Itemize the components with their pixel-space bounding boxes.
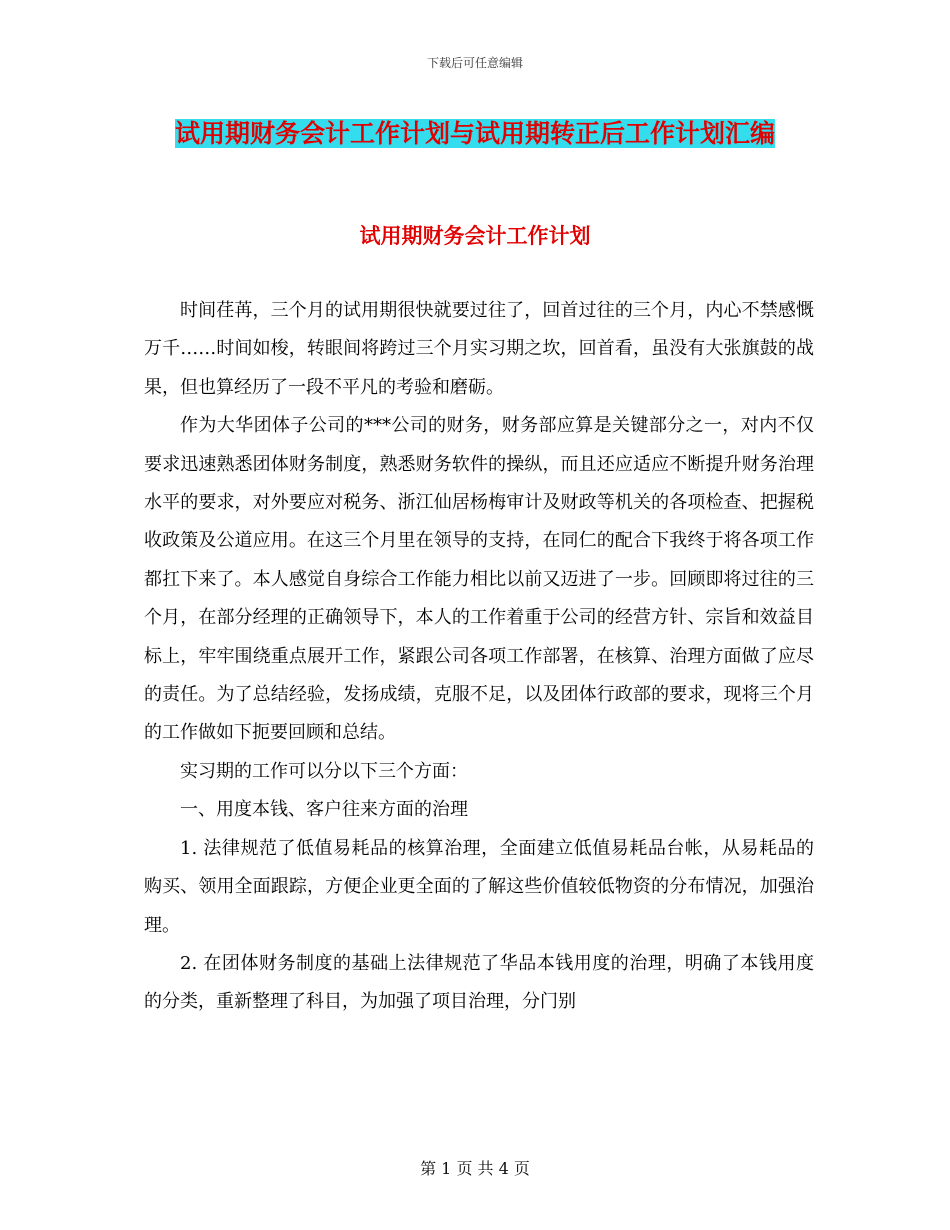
paragraph: 一、用度本钱、客户往来方面的治理 <box>180 799 468 821</box>
paragraph: 2. 在团体财务制度的基础上法律规范了华品本钱用度的治理，明确了本钱用度的分类，重新整理了科目，为加强了项目治理，分门别 <box>144 952 814 1013</box>
paragraph: 实习期的工作可以分以下三个方面： <box>180 760 468 782</box>
section-title: 试用期财务会计工作计划 <box>359 224 591 248</box>
document-title <box>150 112 800 156</box>
body-text <box>144 292 814 1022</box>
page-footer: 第 1 页 共 4 页 <box>420 1159 530 1178</box>
header-note: 下载后可任意编辑 <box>426 56 523 70</box>
document-title-text: 试用期财务会计工作计划与试用期转正后工作计划汇编 <box>174 119 775 148</box>
paragraph: 时间荏苒，三个月的试用期很快就要过往了，回首过往的三个月，内心不禁感慨万千……时间如梭，转眼间将跨过三个月实习期之坎，回首看，虽没有大张旗鼓的战果，但也算经历了一段不平凡的考验和磨砺。 <box>144 300 814 398</box>
paragraph: 作为大华团体子公司的***公司的财务，财务部应算是关键部分之一，对内不仅要求迅速熟悉团体财务制度，熟悉财务软件的操纵，而且还应适应不断提升财务治理水平的要求，对外要应对税务、浙江仙居杨梅审计及财政等机关的各项检查、把握税收政策及公道应用。在这三个月里在领导的支持，在同仁的配合下我终于将各项工作都扛下来了。本人感觉自身综合工作能力相比以前又迈进了一步。回顾即将过往的三个月，在部分经理的正确领导下，本人的工作着重于公司的经营方针、宗旨和效益目标上，牢牢围绕重点展开工作，紧跟公司各项工作部署，在核算、治理方面做了应尽的责任。为了总结经验，发扬成绩，克服不足，以及团体行政部的要求，现将三个月的工作做如下扼要回顾和总结。 <box>144 415 814 744</box>
paragraph: 1. 法律规范了低值易耗品的核算治理，全面建立低值易耗品台帐，从易耗品的购买、领用全面跟踪，方便企业更全面的了解这些价值较低物资的分布情况，加强治理。 <box>144 837 814 936</box>
